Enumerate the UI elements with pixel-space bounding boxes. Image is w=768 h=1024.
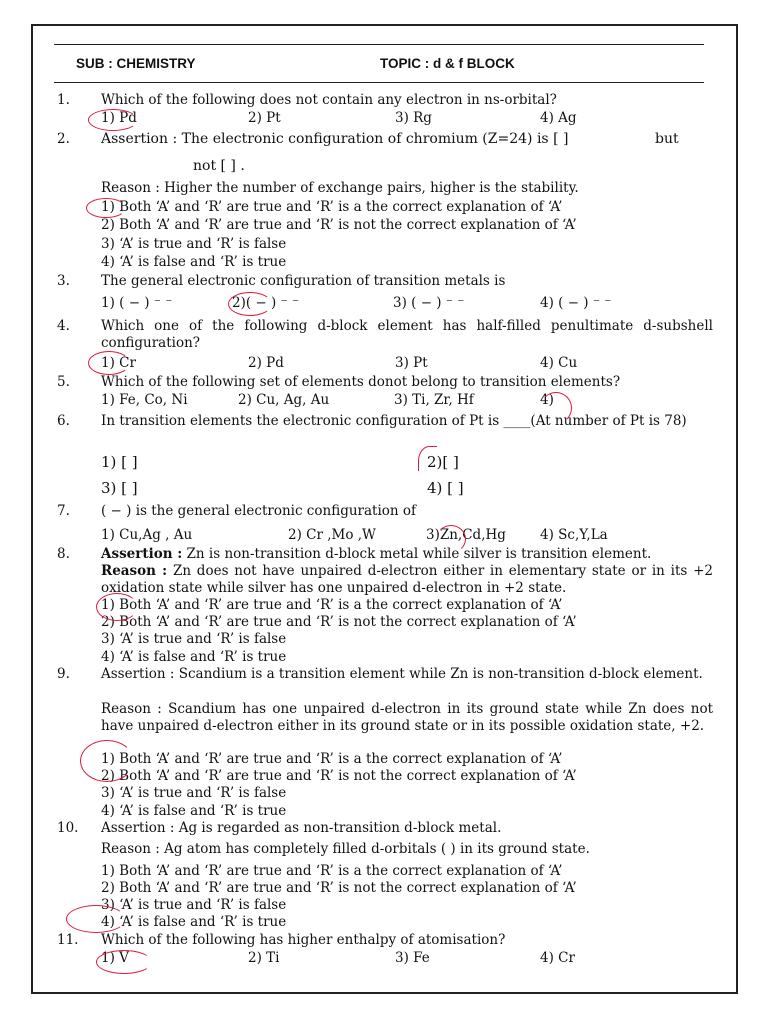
option-2: 2) Cu, Ag, Au (238, 392, 330, 408)
option-4: 4) ‘A’ is false and ‘R’ is true (101, 803, 287, 819)
option-4: 4) ( − ) ⁻ ⁻ (540, 295, 612, 311)
question-text: Which one of the following d-block element has half-filled penultimate d-subshell configuration? (101, 318, 713, 351)
option-3: 3) ( − ) ⁻ ⁻ (393, 295, 465, 311)
option-2: 2) Both ‘A’ and ‘R’ are true and ‘R’ is not the correct explanation of ‘A’ (101, 217, 577, 233)
assertion-body: Zn is non-transition d-block metal while silver is transition element. (182, 546, 652, 562)
option-4: 4) [ ] (427, 479, 464, 497)
answer-circle-mark (540, 392, 572, 424)
question-number: 10. (57, 820, 79, 836)
option-2: 2)[ ] (427, 453, 459, 471)
option-3: 3) ‘A’ is true and ‘R’ is false (101, 785, 287, 801)
subject-label: SUB : CHEMISTRY (76, 56, 196, 71)
assertion-not: not [ ] . (193, 158, 245, 174)
answer-circle-mark (96, 950, 152, 974)
option-2: 2) Cr ,Mo ,W (288, 527, 376, 543)
question-text: In transition elements the electronic configuration of Pt is ____(At number of Pt is 78) (101, 413, 687, 429)
assertion-text (101, 546, 713, 563)
option-2: 2) Both ‘A’ and ‘R’ are true and ‘R’ is not the correct explanation of ‘A’ (101, 614, 577, 630)
option-4: 4) Cu (540, 355, 578, 371)
answer-tick-mark (418, 446, 437, 471)
reason-text: Reason : Ag atom has completely filled d-orbitals ( ) in its ground state. (101, 841, 590, 857)
question-number: 8. (57, 546, 70, 562)
option-2: 2) Pt (248, 110, 281, 126)
assertion-but: but (655, 131, 679, 147)
option-1: 1) V (101, 950, 129, 966)
option-4: 4) Sc,Y,La (540, 527, 608, 543)
reason-text: Reason : Scandium has one unpaired d-electron in its ground state while Zn does not have unpaired d-electron either in its ground state or in its possible oxidation state, +2. (101, 701, 713, 734)
option-1: 1) Pd (101, 110, 137, 126)
answer-circle-mark (80, 740, 134, 782)
option-1: 1) Cr (101, 355, 136, 371)
option-1: 1) Cu,Ag , Au (101, 527, 193, 543)
question-text: Which of the following has higher enthalpy of atomisation? (101, 932, 506, 948)
assertion-label: Assertion : (101, 546, 183, 562)
answer-circle-mark (436, 525, 466, 553)
reason-text: Reason : Higher the number of exchange pairs, higher is the stability. (101, 180, 579, 196)
question-number: 5. (57, 374, 70, 390)
option-3: 3) Rg (395, 110, 432, 126)
option-3: 3) ‘A’ is true and ‘R’ is false (101, 236, 287, 252)
option-1: 1) Both ‘A’ and ‘R’ are true and ‘R’ is a the correct explanation of ‘A’ (101, 597, 563, 613)
header-bottom-rule (54, 82, 704, 83)
topic-label: TOPIC : d & f BLOCK (380, 56, 515, 71)
question-number: 7. (57, 503, 70, 519)
question-text: Which of the following does not contain any electron in ns-orbital? (101, 92, 557, 108)
question-text: ( − ) is the general electronic configuration of (101, 503, 417, 519)
option-2: 2) Both ‘A’ and ‘R’ are true and ‘R’ is not the correct explanation of ‘A’ (101, 880, 577, 896)
answer-circle-mark (66, 905, 126, 933)
option-3: 3) ‘A’ is true and ‘R’ is false (101, 897, 287, 913)
option-2: 2)( − ) ⁻ ⁻ (232, 295, 300, 311)
answer-circle-mark (86, 198, 126, 218)
assertion-text: Assertion : Scandium is a transition element while Zn is non-transition d-block element. (101, 666, 703, 682)
option-1: 1) Both ‘A’ and ‘R’ are true and ‘R’ is a the correct explanation of ‘A’ (101, 863, 563, 879)
option-4: 4) (540, 392, 554, 408)
option-3: 3) Ti, Zr, Hf (394, 392, 474, 408)
header-top-rule (54, 44, 704, 45)
option-2: 2) Both ‘A’ and ‘R’ are true and ‘R’ is not the correct explanation of ‘A’ (101, 768, 577, 784)
option-4: 4) ‘A’ is false and ‘R’ is true (101, 649, 287, 665)
question-number: 2. (57, 131, 70, 147)
option-1: 1) ( − ) ⁻ ⁻ (101, 295, 173, 311)
answer-circle-mark (88, 109, 138, 131)
reason-body: Zn does not have unpaired d-electron either in elementary state or in its +2 oxidation state while silver has one unpaired d-electron in +2 state. (101, 563, 713, 596)
option-2: 2) Ti (248, 950, 280, 966)
question-number: 4. (57, 318, 70, 334)
option-3: 3) Pt (395, 355, 428, 371)
question-number: 9. (57, 666, 70, 682)
option-4: 4) Cr (540, 950, 575, 966)
option-1: 1) Both ‘A’ and ‘R’ are true and ‘R’ is a the correct explanation of ‘A’ (101, 751, 563, 767)
answer-circle-mark (228, 292, 272, 316)
option-3: 3) Fe (395, 950, 430, 966)
option-4: 4) Ag (540, 110, 577, 126)
option-2: 2) Pd (248, 355, 284, 371)
option-4: 4) ‘A’ is false and ‘R’ is true (101, 914, 287, 930)
option-3: 3) ‘A’ is true and ‘R’ is false (101, 631, 287, 647)
reason-text (101, 563, 713, 597)
question-number: 11. (57, 932, 79, 948)
question-number: 1. (57, 92, 70, 108)
question-text: The general electronic configuration of transition metals is (101, 273, 506, 289)
option-3: 3) [ ] (101, 479, 138, 497)
option-3: 3)Zn,Cd,Hg (426, 527, 506, 543)
answer-circle-mark (88, 351, 130, 375)
reason-label: Reason : (101, 563, 168, 579)
question-text: Which of the following set of elements donot belong to transition elements? (101, 374, 621, 390)
option-1: 1) Both ‘A’ and ‘R’ are true and ‘R’ is a the correct explanation of ‘A’ (101, 199, 563, 215)
question-number: 3. (57, 273, 70, 289)
assertion-text: Assertion : Ag is regarded as non-transition d-block metal. (101, 820, 502, 836)
option-4: 4) ‘A’ is false and ‘R’ is true (101, 254, 287, 270)
question-number: 6. (57, 413, 70, 429)
assertion-text: Assertion : The electronic configuration of chromium (Z=24) is [ ] (101, 131, 569, 147)
answer-circle-mark (96, 593, 138, 621)
option-1: 1) Fe, Co, Ni (101, 392, 188, 408)
option-1: 1) [ ] (101, 453, 138, 471)
